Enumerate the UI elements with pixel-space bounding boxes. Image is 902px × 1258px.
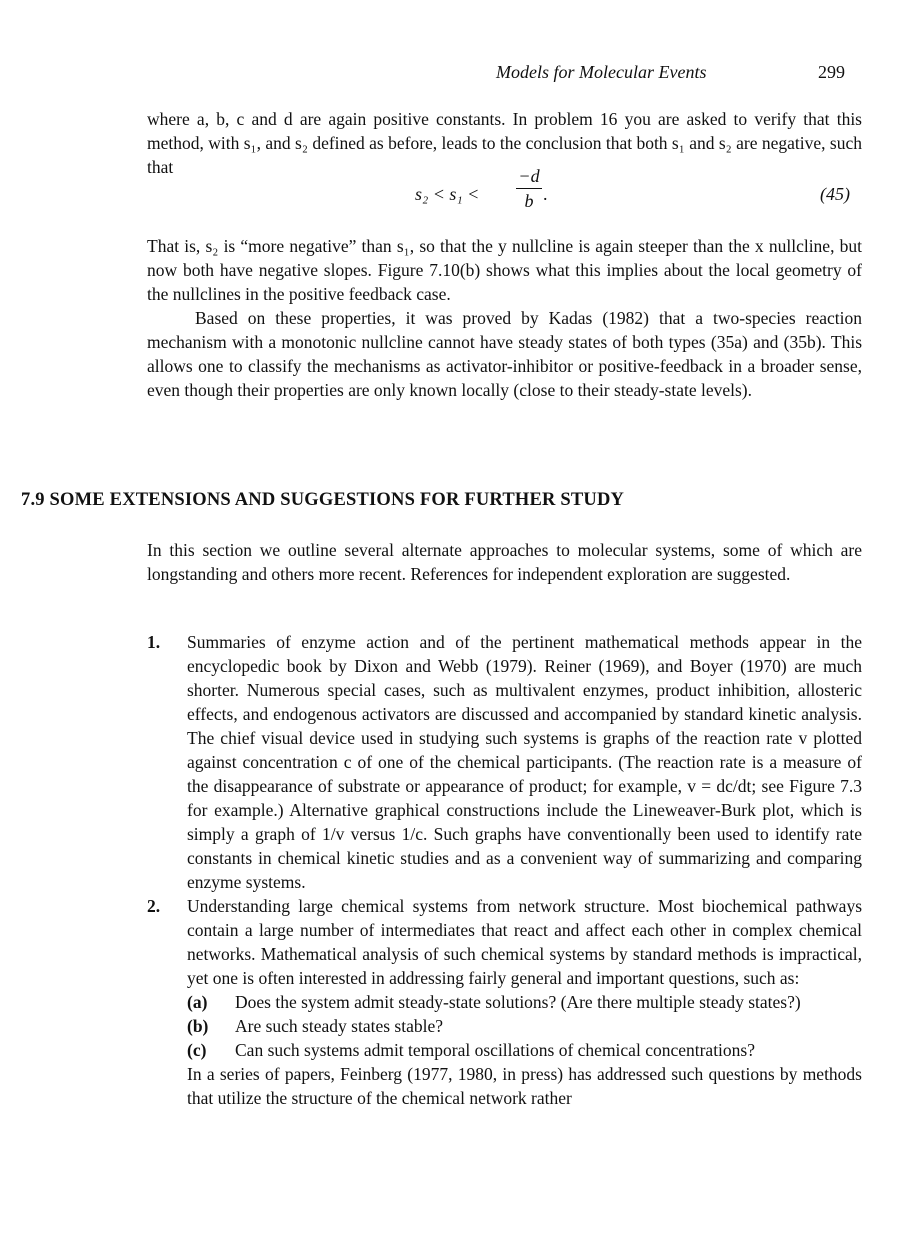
page-number: 299 [818, 62, 845, 82]
paragraph-section-intro [147, 538, 862, 586]
sub-item-text: Can such systems admit temporal oscillations of chemical concentrations? [235, 1040, 756, 1060]
paragraph-text: In this section we outline several alternate approaches to molecular systems, some of which are longstanding and others more recent. References for independent exploration are suggested. [147, 540, 862, 584]
paragraph-text: where a, b, c and d are again positive constants. In problem 16 you are asked to verify that this method, with s₁, and s₂ defined as before, leads to the conclusion that both s₁ and s₂ are negative, such that [147, 109, 862, 177]
paragraph-nullcline [147, 234, 862, 402]
list-item [147, 630, 862, 894]
list-item [147, 894, 862, 1110]
equation-lhs: s₂ < s₁ < [415, 184, 480, 204]
equation-fraction [516, 165, 542, 212]
sub-list-item [187, 990, 862, 1014]
equation-period: . [543, 184, 548, 204]
numbered-list [147, 630, 862, 1110]
sub-item-text: Are such steady states stable? [235, 1016, 443, 1036]
sub-list-item [187, 1038, 862, 1062]
list-item-text: Understanding large chemical systems from network structure. Most biochemical pathways contain a large number of intermediates that react and affect each other in complex chemical networks. Mathematical analysis of such chemical systems by standard methods is impractical, yet one is often interested in addressing fairly general and important questions, such as: [187, 896, 862, 988]
sub-item-text: Does the system admit steady-state solutions? (Are there multiple steady states?) [235, 992, 801, 1012]
paragraph-text: That is, s₂ is “more negative” than s₁, so that the y nullcline is again steeper than the x nullcline, but now both have negative slopes. Figure 7.10(b) shows what this implies about the local geometry of the nullclines in the positive feedback case. [147, 236, 862, 304]
paragraph-feinberg: In a series of papers, Feinberg (1977, 1980, in press) has addressed such questions by methods that utilize the structure of the chemical network rather [187, 1064, 862, 1108]
running-title: Models for Molecular Events [496, 62, 707, 82]
list-item-text: Summaries of enzyme action and of the pertinent mathematical methods appear in the encyclopedic book by Dixon and Webb (1979). Reiner (1969), and Boyer (1970) are much shorter. Numerous special cases, such as multivalent enzymes, product inhibition, allosteric effects, and endogenous activators are discussed and accompanied by standard kinetic analysis. The chief visual device used in studying such systems is graphs of the reaction rate v plotted against concentration c of one of the chemical participants. (The reaction rate is a measure of the disappearance of substrate or appearance of product; for example, v = dc/dt; see Figure 7.3 for example.) Alternative graphical constructions include the Lineweaver-Burk plot, which is simply a graph of 1/v versus 1/c. Such graphs have conventionally been used to identify rate constants in chemical kinetic studies and as a convenient way of summarizing and comparing enzyme systems. [187, 632, 862, 892]
sub-list-item [187, 1014, 862, 1038]
fraction-denominator: b [524, 191, 534, 211]
section-heading: 7.9 SOME EXTENSIONS AND SUGGESTIONS FOR FURTHER STUDY [21, 490, 625, 510]
list-item-number: 1. [147, 632, 161, 652]
equation-45 [0, 162, 902, 228]
fraction-bar [516, 188, 542, 189]
running-header [0, 62, 902, 86]
sub-item-label: (a) [187, 992, 208, 1012]
fraction-numerator: −d [518, 166, 540, 186]
equation-label: (45) [820, 184, 850, 204]
sub-item-label: (b) [187, 1016, 209, 1036]
list-item-number: 2. [147, 896, 161, 916]
sub-item-label: (c) [187, 1040, 207, 1060]
paragraph-kadas: Based on these properties, it was proved by Kadas (1982) that a two-species reaction mechanism with a monotonic nullcline cannot have steady states of both types (35a) and (35b). This allows one to classify the mechanisms as activator-inhibitor or positive-feedback in a broader sense, even though their properties are only known locally (close to their steady-state levels). [147, 308, 862, 400]
